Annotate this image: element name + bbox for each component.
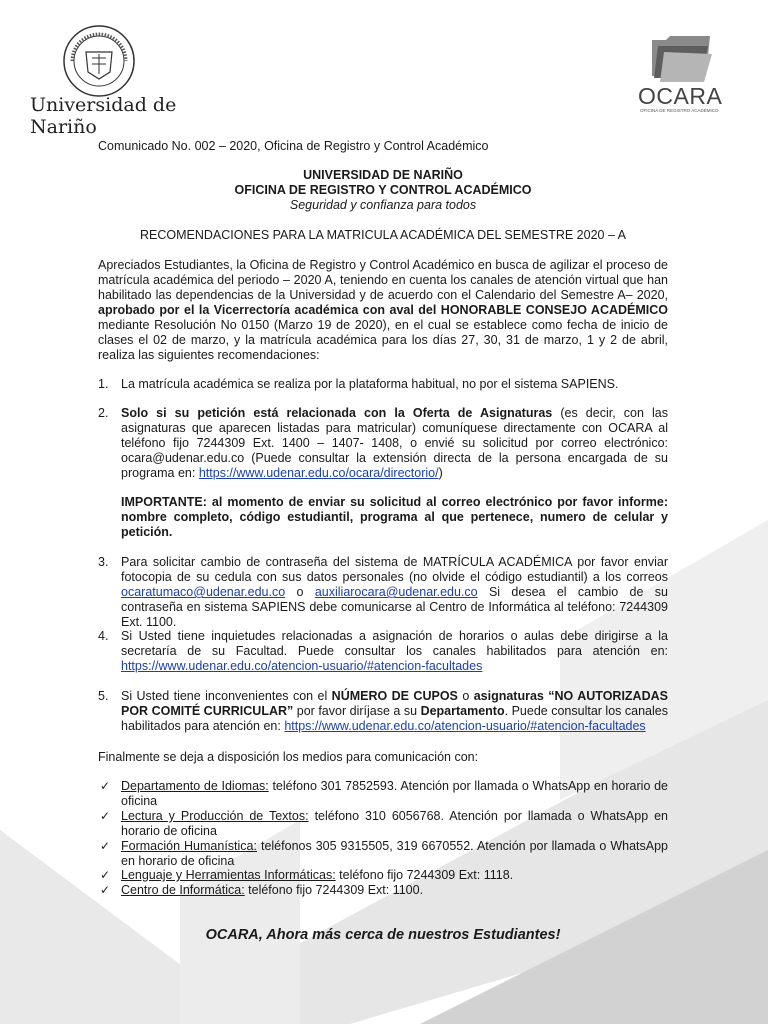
email-link-auxiliar[interactable]: auxiliarocara@udenar.edu.co (314, 585, 478, 599)
email-link-tumaco[interactable]: ocaratumaco@udenar.edu.co (121, 585, 286, 599)
item-number: 2. (98, 406, 109, 420)
title-office: OFICINA DE REGISTRO Y CONTROL ACADÉMICO (234, 183, 532, 197)
directory-link[interactable]: https://www.udenar.edu.co/ocara/directorio/ (198, 466, 439, 480)
contact-text: teléfono fijo 7244309 Ext: 1118. (339, 868, 514, 882)
item-number: 5. (98, 689, 109, 703)
item-number: 4. (98, 629, 109, 643)
contact-name: Centro de Informática: (121, 883, 245, 897)
title-university: UNIVERSIDAD DE NARIÑO (303, 168, 463, 182)
item-3-text (121, 555, 668, 630)
contact-name: Formación Humanística: (121, 839, 257, 853)
check-icon: ✓ (100, 883, 111, 897)
contact-text: teléfono fijo 7244309 Ext: 1100. (248, 883, 424, 897)
item-number: 3. (98, 555, 109, 569)
item-2-close: ) (438, 466, 443, 480)
faculties-link[interactable]: https://www.udenar.edu.co/atencion-usuario/#atencion-facultades (121, 659, 483, 673)
contact-text: teléfono 310 6056768. Atención por llamada o WhatsApp en horario de oficina (121, 809, 669, 838)
item-1-text: La matrícula académica se realiza por la plataforma habitual, no por el sistema SAPIENS. (121, 377, 619, 391)
item-3-body: Para solicitar cambio de contraseña del sistema de MATRÍCULA ACADÉMICA por favor enviar fotocopia de su cedula con sus datos personales (no olvide el código estudiantil) a los correos (121, 555, 668, 584)
item-2-text (121, 406, 668, 481)
item-4-text (121, 629, 668, 674)
item-2-bold: Solo si su petición está relacionada con la Oferta de Asignaturas (121, 406, 553, 420)
subject-line: RECOMENDACIONES PARA LA MATRICULA ACADÉMICA DEL SEMESTRE 2020 – A (139, 228, 627, 242)
contact-item (121, 868, 668, 883)
contact-name: Lectura y Producción de Textos: (121, 809, 309, 823)
item-5-text (121, 689, 668, 734)
contact-item (121, 839, 668, 869)
important-note: IMPORTANTE: al momento de enviar su solicitud al correo electrónico por favor informe: nombre completo, código estudiantil, programa al que pertenece, numero de celular y petición. (121, 495, 668, 539)
university-seal-icon (62, 24, 136, 98)
contact-item (121, 883, 668, 898)
check-icon: ✓ (100, 779, 111, 793)
item-5-or: o (462, 689, 470, 703)
check-icon: ✓ (100, 839, 111, 853)
item-3-tail: Si desea el cambio de su contraseña en sistema SAPIENS debe comunicarse al Centro de Informática al teléfono: 7244309 Ext. 1100. (121, 585, 668, 629)
faculties-link-2[interactable]: https://www.udenar.edu.co/atencion-usuario/#atencion-facultades (284, 719, 646, 733)
item-4-body: Si Usted tiene inquietudes relacionadas a asignación de horarios o aulas debe dirigirse a la secretaría de su Facultad. Puede consultar los canales habilitados para atención en: (121, 629, 668, 658)
item-5-body-2: por favor diríjase a su (296, 704, 418, 718)
university-name: Universidad de Nariño (30, 94, 177, 138)
contact-name: Lenguaje y Herramientas Informáticas: (121, 868, 336, 882)
final-intro: Finalmente se deja a disposición los medios para comunicación con: (98, 750, 479, 764)
contact-item (121, 779, 668, 809)
closing-slogan: OCARA, Ahora más cerca de nuestros Estudiantes! (205, 927, 561, 943)
item-5-body: Si Usted tiene inconvenientes con el (121, 689, 328, 703)
intro-bold: aprobado por el la Vicerrectoría académica con aval del HONORABLE CONSEJO ACADÉMICO (98, 303, 668, 317)
item-5-bold-cupos: NÚMERO DE CUPOS (331, 689, 458, 703)
contact-item (121, 809, 668, 839)
contact-text: teléfonos 305 9315505, 319 6670552. Atención por llamada o WhatsApp en horario de oficina (121, 839, 668, 868)
item-5-body-3: . Puede consultar los canales habilitados para atención en: (121, 704, 668, 733)
ocara-logo-text: OCARA (638, 83, 723, 109)
ocara-logo-subtext: OFICINA DE REGISTRO ACADÉMICO (640, 108, 719, 113)
item-2-body: (es decir, con las asignaturas que aparecen listadas para matricular) comuníquese directamente con OCARA al teléfono fijo 7244309 Ext. 1400 – 1407- 1408, o envié su solicitud por correo electrónico: ocara@udenar.edu.co (Puede consultar la extensión directa de la persona encargada de su programa en: (121, 406, 668, 480)
check-icon: ✓ (100, 868, 111, 882)
contact-text: teléfono 301 7852593. Atención por llamada o WhatsApp en horario de oficina (121, 779, 668, 808)
check-icon: ✓ (100, 809, 111, 823)
item-3-or: o (296, 585, 304, 599)
item-number: 1. (98, 377, 109, 391)
item-5-bold-asignaturas: asignaturas “NO AUTORIZADAS POR COMITÉ CURRICULAR” (121, 689, 668, 718)
intro-text: Apreciados Estudiantes, la Oficina de Registro y Control Académico en busca de agilizar el proceso de matrícula académica del periodo – 2020 A, teniendo en cuenta los canales de atención virtual que han habilitado las dependencias de la Universidad y de acuerdo con el Calendario del Semestre A– 2020, (98, 258, 668, 302)
intro-text-2: mediante Resolución No 0150 (Marzo 19 de 2020), en el cual se establece como fecha de inicio de clases el 02 de marzo, y la matrícula académica para los días 27, 30, 31 de marzo, 1 y 2 de abril, realiza las siguientes recomendaciones: (98, 318, 668, 362)
item-5-bold-departamento: Departamento (420, 704, 505, 718)
communique-line: Comunicado No. 002 – 2020, Oficina de Registro y Control Académico (98, 139, 489, 153)
contact-name: Departamento de Idiomas: (121, 779, 269, 793)
title-slogan: Seguridad y confianza para todos (289, 198, 477, 212)
intro-paragraph (98, 258, 668, 363)
ocara-logo-icon (648, 32, 714, 84)
